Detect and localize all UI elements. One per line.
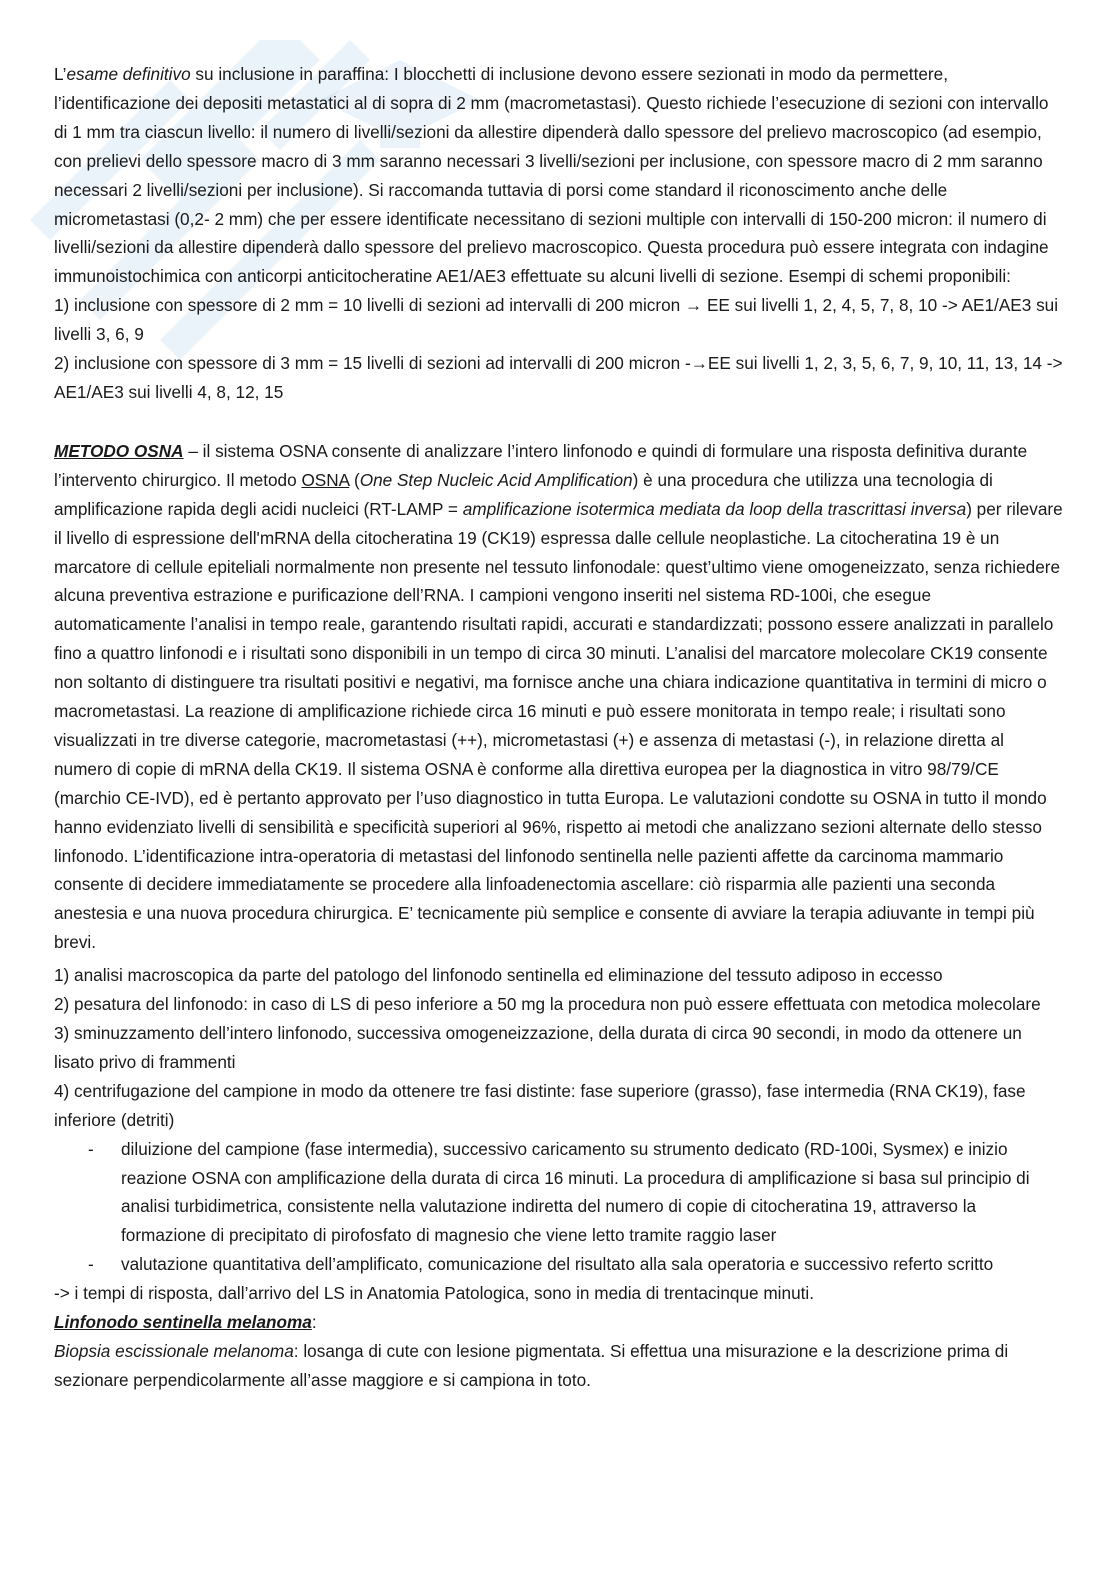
paragraph-esame-definitivo: L’esame definitivo su inclusione in paraffina: I blocchetti di inclusione devono essere sezionati in modo da permettere, l’identificazione dei depositi metastatici al di sopra di 2 mm (macrometastasi). Questo richiede l’esecuzione di sezioni con intervallo di 1 mm tra ciascun livello: il numero di livelli/sezioni da allestire dipenderà dallo spessore del prelievo macroscopico (ad esempio, con prelievi dello spessore macro di 3 mm saranno necessari 3 livelli/sezioni per inclusione, con spessore macro di 2 mm saranno necessari 2 livelli/sezioni per inclusione). Si raccomanda tuttavia di porsi come standard il riconoscimento anche delle micrometastasi (0,2- 2 mm) che per essere identificate necessitano di sezioni multiple con intervalli di 150-200 micron: il numero di livelli/sezioni da allestire dipenderà dallo spessore del prelievo macroscopico. Questa procedura può essere integrata con indagine immunoistochimica con anticorpi anticitocheratine AE1/AE3 effettuate su alcuni livelli di sezione. Esempi di schemi proponibili: bbox=[54, 64, 1049, 287]
osna-heading: METODO OSNA bbox=[54, 440, 184, 461]
response-time: -> i tempi di risposta, dall’arrivo del LS in Anatomia Patologica, sono in media di trentacinque minuti. bbox=[54, 1283, 814, 1304]
biopsia-term: Biopsia escissionale melanoma bbox=[54, 1340, 294, 1361]
paragraph-osna: METODO OSNA – il sistema OSNA consente di analizzare l’intero linfonodo e quindi di formulare una risposta definitiva durante l’intervento chirurgico. Il metodo OSNA (One Step Nucleic Acid Amplification) è una procedura che utilizza una tecnologia di amplificazione rapida degli acidi nucleici (RT-LAMP = amplificazione isotermica mediata da loop della trascrittasi inversa) per rilevare il livello di espressione dell'mRNA della citocheratina 19 (CK19) espressa dalle cellule neoplastiche. La citocheratina 19 è un marcatore di cellule epiteliali normalmente non presente nel tessuto linfonodale: quest’ultimo viene omogeneizzato, senza richiedere alcuna preventiva estrazione e purificazione dell’RNA. I campioni vengono inseriti nel sistema RD-100i, che esegue automaticamente l’analisi in tempo reale, garantendo risultati rapidi, accurati e standardizzati; possono essere analizzati in parallelo fino a quattro linfonodi e i risultati sono disponibili in un tempo di circa 30 minuti. L’analisi del marcatore molecolare CK19 consente non soltanto di distinguere tra risultati positivi e negativi, ma fornisce anche una chiara indicazione quantitativa in termini di micro o macrometastasi. La reazione di amplificazione richiede circa 16 minuti e può essere monitorata in tempo reale; i risultati sono visualizzati in tre diverse categorie, macrometastasi (++), micrometastasi (+) e assenza di metastasi (-), in relazione diretta al numero di copie di mRNA della CK19. Il sistema OSNA è conforme alla direttiva europea per la diagnostica in vitro 98/79/CE (marchio CE-IVD), ed è pertanto approvato per l’uso diagnostico in tutta Europa. Le valutazioni condotte su OSNA in tutto il mondo hanno evidenziato livelli di sensibilità e specificità superiori al 96%, rispetto ai metodi che analizzano sezioni alternate dello stesso linfonodo. L’identificazione intra-operatoria di metastasi del linfonodo sentinella nelle pazienti affette da carcinoma mammario consente di decidere immediatamente se procedere alla linfoadenectomia ascellare: ciò risparmia alle pazienti una seconda anestesia e una nuova procedura chirurgica. E’ tecnicamente più semplice e consente di avviare la terapia adiuvante in tempi più brevi. bbox=[54, 440, 1063, 953]
osna-term: OSNA bbox=[301, 469, 350, 490]
dash-bullet: - bbox=[88, 1254, 94, 1275]
dash-bullet: - bbox=[88, 1138, 94, 1159]
step-1: 1) analisi macroscopica da parte del patologo del linfonodo sentinella ed eliminazione del tessuto adiposo in eccesso bbox=[54, 965, 943, 986]
dash-list-item: - valutazione quantitativa dell’amplificato, comunicazione del risultato alla sala operatoria e successivo referto scritto bbox=[54, 1250, 1064, 1279]
melanoma-heading: Linfonodo sentinella melanoma bbox=[54, 1312, 312, 1333]
scheme-1: 1) inclusione con spessore di 2 mm = 10 livelli di sezioni ad intervalli di 200 micron → EE sui livelli 1, 2, 4, 5, 7, 8, 10 -> AE1/AE3 sui livelli 3, 6, 9 bbox=[54, 295, 1059, 345]
arrow-right-icon: → bbox=[685, 295, 703, 316]
dash-list bbox=[54, 1135, 1064, 1280]
esame-definitivo-term: esame definitivo bbox=[66, 64, 191, 84]
arrow-right-icon: → bbox=[690, 353, 708, 374]
step-3: 3) sminuzzamento dell’intero linfonodo, successiva omogeneizzazione, della durata di circa 90 secondi, in modo da ottenere un lisato privo di frammenti bbox=[54, 1023, 1022, 1072]
document-page bbox=[54, 60, 1064, 1395]
melanoma-heading-line: Linfonodo sentinella melanoma: bbox=[54, 1312, 317, 1333]
step-2: 2) pesatura del linfonodo: in caso di LS di peso inferiore a 50 mg la procedura non può essere effettuata con metodica molecolare bbox=[54, 994, 1041, 1015]
scheme-2: 2) inclusione con spessore di 3 mm = 15 livelli di sezioni ad intervalli di 200 micron -→EE sui livelli 1, 2, 3, 5, 6, 7, 9, 10, 11, 13, 14 -> AE1/AE3 sui livelli 4, 8, 12, 15 bbox=[54, 353, 1063, 402]
paragraph-biopsia: Biopsia escissionale melanoma: losanga di cute con lesione pigmentata. Si effettua una misurazione e la descrizione prima di sezionare perpendicolarmente all’asse maggiore e si campiona in toto. bbox=[54, 1340, 1009, 1390]
dash-list-item: - diluizione del campione (fase intermedia), successivo caricamento su strumento dedicato (RD-100i, Sysmex) e inizio reazione OSNA con amplificazione della durata di circa 16 minuti. La procedura di amplificazione si basa sul principio di analisi turbidimetrica, consistente nella valutazione indiretta del numero di copie di citocheratina 19, attraverso la formazione di precipitato di pirofosfato di magnesio che viene letto tramite raggio laser bbox=[54, 1135, 1064, 1251]
step-4: 4) centrifugazione del campione in modo da ottenere tre fasi distinte: fase superiore (grasso), fase intermedia (RNA CK19), fase inferiore (detriti) bbox=[54, 1080, 1026, 1130]
